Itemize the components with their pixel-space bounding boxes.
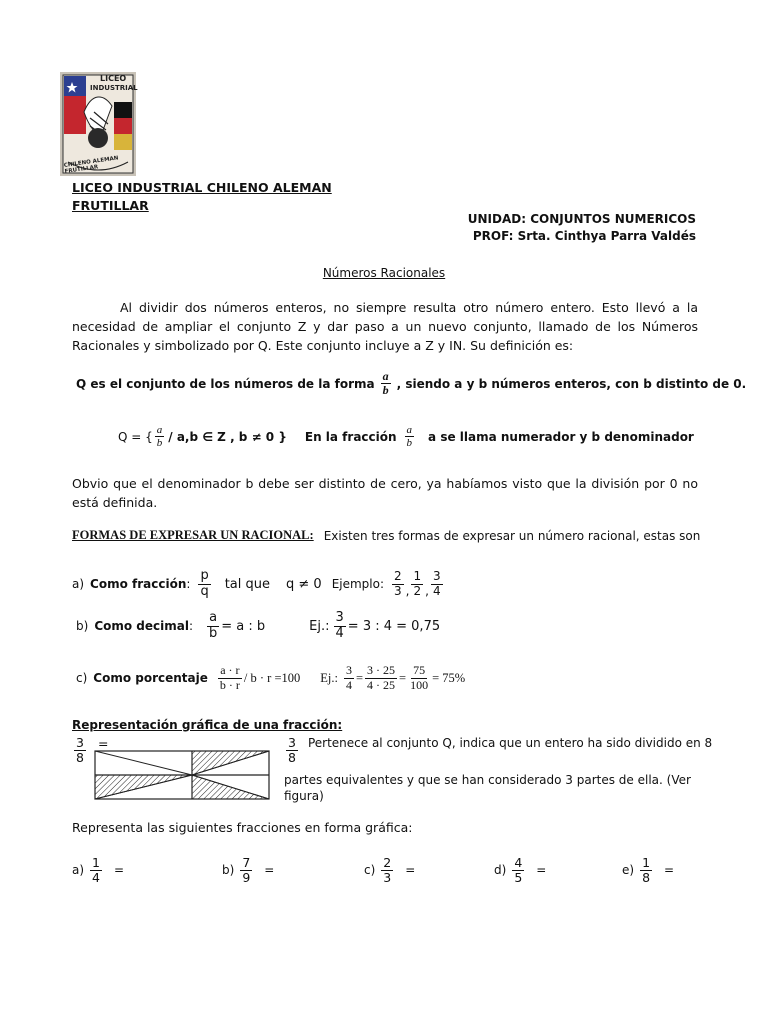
denominator-note (72, 474, 698, 512)
exercise-equals: = (114, 863, 125, 878)
form-fraction-row (72, 564, 445, 604)
example-fraction (392, 570, 404, 597)
formas-heading: FORMAS DE EXPRESAR UN RACIONAL: (72, 528, 314, 542)
fraction-post: a se llama numerador y b denominador (428, 429, 694, 444)
exercise-denominator: 5 (514, 869, 523, 885)
unit-info (468, 212, 696, 243)
exercise-item (72, 856, 124, 885)
exercise-letter: e) (622, 863, 635, 878)
intro-text: Al dividir dos números enteros, no siempre resulta otro número entero. Esto llevó a la necesidad de ampliar el conjunto Z y dar paso a un nuevo conjunto, llamado de los Números Racionales y simbolizado por Q. Este conjunto incluye a Z y IN. Su definición es: (72, 300, 698, 353)
professor-name: PROF: Srta. Cinthya Parra Valdés (472, 229, 696, 243)
fraction-example-num: a (406, 424, 413, 436)
exercise-numerator: 4 (514, 855, 523, 870)
definition (76, 370, 746, 397)
item-b-den: b (209, 625, 218, 641)
item-c-cond: / b · r =100 (243, 670, 301, 685)
logo-text-line2: INDUSTRIAL (90, 84, 138, 92)
exercise-item (622, 856, 674, 885)
exercise-denominator: 4 (92, 869, 100, 885)
item-a-p: p (200, 568, 209, 584)
school-name-line2: FRUTILLAR (72, 198, 149, 213)
exercise-fraction (90, 856, 102, 885)
grafica-left-den: 8 (76, 749, 84, 765)
item-c-f2-den: 4 · 25 (367, 677, 396, 692)
school-logo (60, 72, 136, 176)
exercise-prompt: Representa las siguientes fracciones en forma gráfica: (72, 820, 413, 835)
grafica-right-frac (286, 736, 298, 765)
grafica-right-den: 8 (288, 749, 296, 765)
exercise-equals: = (664, 863, 675, 878)
item-c-den: b · r (219, 677, 240, 692)
item-a-letter: a) (72, 577, 85, 591)
exercise-numerator: 2 (383, 855, 392, 870)
item-b-colon: : (188, 619, 194, 633)
example-fraction (411, 570, 423, 597)
item-a-pq (198, 569, 210, 599)
form-decimal-row (76, 606, 440, 646)
example-numerator: 2 (394, 569, 402, 584)
item-c-frac (218, 664, 242, 691)
definition-numerator: a (382, 369, 389, 383)
exercise-numerator: 7 (242, 855, 251, 870)
item-c-f2-num: 3 · 25 (367, 663, 396, 678)
exercise-equals: = (405, 863, 416, 878)
exercise-letter: c) (364, 863, 376, 878)
definition-post: , siendo a y b números enteros, con b distinto de 0. (396, 376, 747, 391)
item-b-label: Como decimal (94, 619, 189, 633)
exercise-numerator: 1 (642, 855, 651, 870)
exercise-item (222, 856, 274, 885)
exercise-denominator: 9 (242, 869, 251, 885)
denominator-note-text: Obvio que el denominador b debe ser distinto de cero, ya habíamos visto que la división por 0 no está definida. (72, 476, 698, 510)
item-b-ex-rest: = 3 : 4 = 0,75 (347, 618, 441, 634)
item-b-ex-num: 3 (335, 610, 344, 626)
unit-title: UNIDAD: CONJUNTOS NUMERICOS (467, 212, 696, 226)
example-comma: , (405, 584, 410, 598)
item-c-f3-num: 75 (413, 663, 426, 678)
form-percent-row (76, 658, 465, 698)
exercise-fraction (240, 856, 252, 885)
item-b-letter: b) (76, 619, 89, 633)
exercise-item (494, 856, 546, 885)
item-b-ej: Ej.: (309, 618, 330, 634)
intro-paragraph (72, 298, 698, 355)
item-c-f2 (365, 664, 397, 691)
fraction-figure-svg (94, 750, 270, 800)
item-b-ex-den: 4 (335, 625, 344, 641)
exercise-denominator: 8 (642, 869, 651, 885)
item-a-examples (390, 570, 445, 598)
item-c-label: Como porcentaje (93, 671, 208, 685)
item-b-eq: = a : b (221, 618, 266, 634)
item-c-num: a · r (220, 663, 240, 678)
item-b-ex-frac (334, 611, 346, 641)
logo-text-line1: LICEO (100, 74, 127, 83)
set-denominator: b (156, 437, 163, 450)
set-notation (118, 424, 694, 449)
grafica-left-frac (74, 736, 86, 765)
formas-heading-row (72, 528, 700, 543)
item-c-f1-num: 3 (345, 663, 352, 678)
set-numerator: a (156, 424, 163, 436)
school-name-line1: LICEO INDUSTRIAL CHILENO ALEMAN (72, 180, 332, 195)
fraction-example (405, 424, 415, 449)
definition-denominator: b (382, 383, 389, 398)
item-a-label: Como fracción (90, 577, 187, 591)
item-c-result: = 75% (432, 670, 466, 685)
example-fraction (431, 570, 443, 597)
item-c-f3 (408, 664, 430, 691)
exercise-equals: = (536, 863, 547, 878)
set-fraction (155, 424, 165, 449)
item-c-f3-den: 100 (410, 677, 429, 692)
example-denominator: 2 (413, 583, 422, 598)
item-a-cond: q ≠ 0 (286, 576, 322, 592)
exercise-fraction (381, 856, 393, 885)
example-denominator: 4 (432, 583, 441, 598)
grafica-text-line1: Pertenece al conjunto Q, indica que un entero ha sido dividido en 8 (307, 736, 713, 751)
item-b-num: a (209, 610, 218, 626)
definition-fraction (381, 370, 391, 397)
logo-ring-text: CHILENO ALEMAN FRUTILLAR (63, 155, 119, 175)
definition-pre: Q es el conjunto de los números de la forma (76, 376, 375, 391)
grafica-right-num: 3 (288, 735, 296, 750)
item-c-letter: c) (76, 671, 88, 685)
item-a-q: q (200, 583, 209, 599)
grafica-text-rest: partes equivalentes y que se han considerado 3 partes de ella. (Ver figura) (284, 773, 691, 803)
exercise-numerator: 1 (92, 855, 100, 870)
item-b-frac (207, 611, 219, 641)
item-a-colon: : (186, 577, 191, 591)
example-numerator: 3 (432, 569, 441, 584)
exercise-letter: a) (72, 863, 85, 878)
fraction-pre: En la fracción (304, 429, 397, 444)
set-pre: Q = { (118, 429, 153, 444)
item-c-f1 (344, 664, 354, 691)
exercise-equals: = (264, 863, 275, 878)
set-post: / a,b ∈ Z , b ≠ 0 } (168, 429, 287, 444)
exercise-letter: d) (494, 863, 507, 878)
grafica-right-fraction (284, 736, 712, 765)
exercise-item (364, 856, 415, 885)
item-a-ejemplo: Ejemplo: (331, 577, 385, 591)
item-c-ej: Ej.: (320, 670, 338, 685)
item-a-talque: tal que (224, 576, 270, 592)
grafica-heading: Representación gráfica de una fracción: (72, 718, 343, 732)
page-title: Números Racionales (322, 266, 446, 280)
exercise-letter: b) (222, 863, 235, 878)
item-c-eq2: = (399, 670, 407, 685)
exercise-fraction (640, 856, 652, 885)
formas-text: Existen tres formas de expresar un número racional, estas son (323, 528, 701, 543)
fraction-example-den: b (406, 437, 413, 450)
exercise-fraction (512, 856, 524, 885)
school-name (72, 180, 332, 213)
item-c-f1-den: 4 (345, 677, 352, 692)
example-numerator: 1 (413, 569, 422, 584)
example-comma: , (425, 584, 429, 598)
grafica-left-num: 3 (76, 735, 84, 750)
fraction-figure (94, 750, 270, 800)
exercise-denominator: 3 (383, 869, 392, 885)
item-c-eq1: = (355, 670, 364, 685)
grafica-left-eq: = (97, 735, 109, 751)
example-denominator: 3 (394, 583, 402, 598)
